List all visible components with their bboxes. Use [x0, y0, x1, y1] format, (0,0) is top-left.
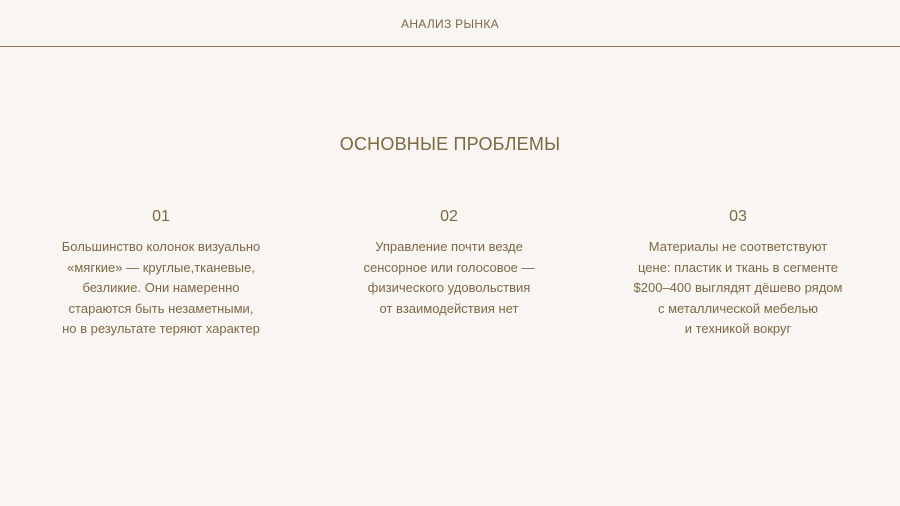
problem-item: [608, 207, 868, 340]
problem-text: Управление почти везде сенсорное или голосовое — физического удовольствия от взаимодействия нет: [363, 239, 535, 316]
problem-item: [31, 207, 291, 340]
problem-number: 01: [152, 208, 170, 225]
header: [0, 0, 900, 47]
problem-text: Большинство колонок визуально «мягкие» — круглые,тканевые, безликие. Они намеренно стараются быть незаметными, но в результате теряют характер: [61, 239, 261, 336]
header-title: АНАЛИЗ РЫНКА: [401, 17, 499, 31]
problem-text: Материалы не соответствуют цене: пластик и ткань в сегменте $200–400 выглядят дёшево рядом с металлической мебелью и техникой вокруг: [633, 239, 843, 336]
problem-item: [319, 207, 579, 319]
problem-number: 02: [440, 208, 458, 225]
section-title: ОСНОВНЫЕ ПРОБЛЕМЫ: [339, 134, 561, 154]
problem-number: 03: [729, 208, 747, 225]
